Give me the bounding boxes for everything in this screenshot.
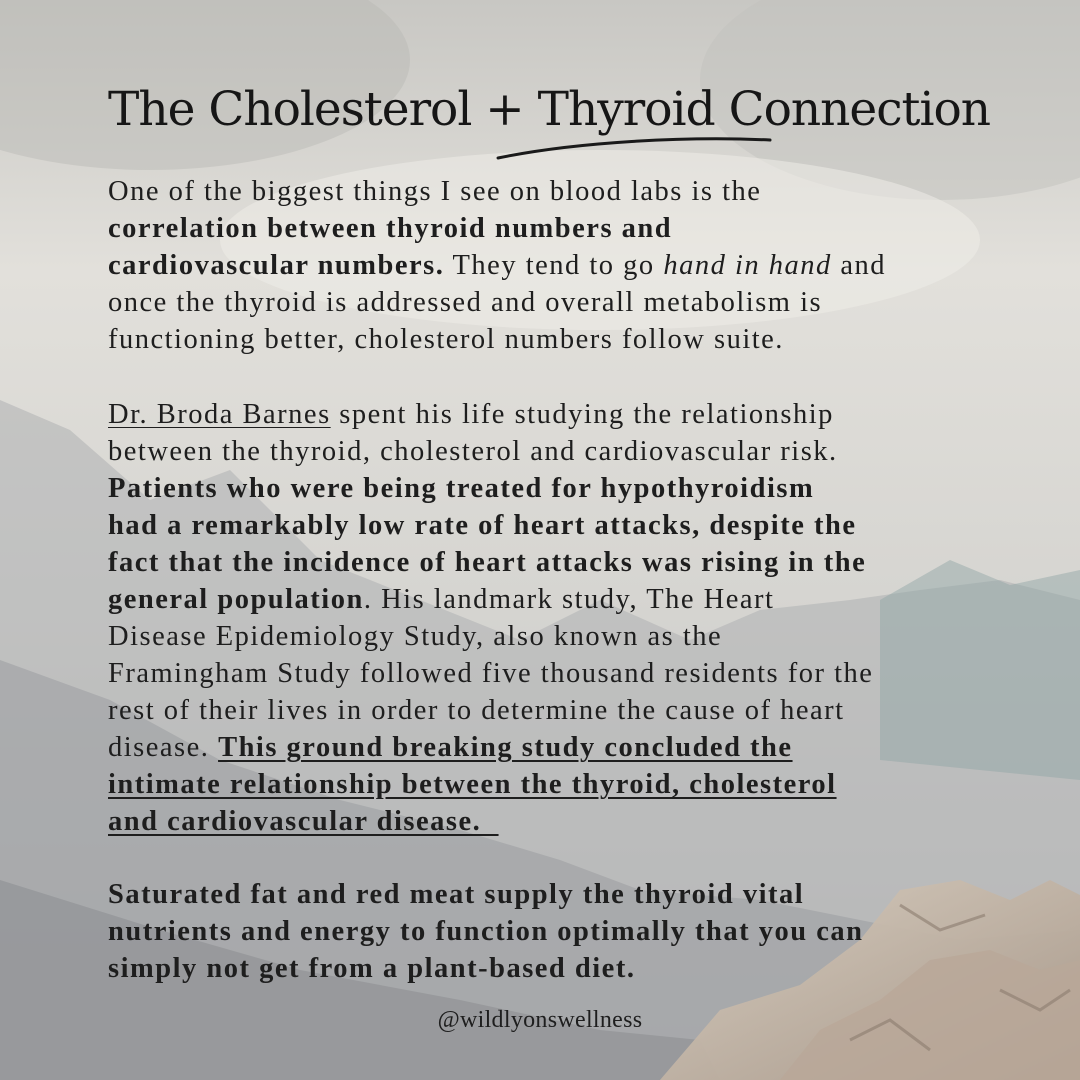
text-run: and bbox=[831, 250, 887, 281]
italic-text: hand in hand bbox=[663, 250, 832, 281]
bold-text: general population bbox=[108, 584, 364, 615]
text-line bbox=[108, 913, 1008, 950]
bold-text: correlation between thyroid numbers and bbox=[108, 213, 673, 244]
text-line: between the thyroid, cholesterol and cardiovascular risk. bbox=[108, 436, 838, 467]
text-line bbox=[108, 396, 1008, 433]
text-line bbox=[108, 729, 1008, 766]
post-title: The Cholesterol + Thyroid Connection bbox=[108, 82, 991, 137]
text-line bbox=[108, 210, 1008, 247]
bold-text: cardiovascular numbers. bbox=[108, 250, 445, 281]
underlined-bold-text: and cardiovascular disease. bbox=[108, 806, 499, 837]
text-line: Disease Epidemiology Study, also known as the bbox=[108, 621, 723, 652]
text-run: disease. bbox=[108, 732, 219, 763]
text-line bbox=[108, 803, 1008, 840]
instagram-handle[interactable]: @wildlyonswellness bbox=[437, 1007, 643, 1033]
saturated-fat-paragraph bbox=[108, 876, 1008, 987]
text-run: spent his life studying the relationship bbox=[330, 399, 834, 430]
bold-text: nutrients and energy to function optimally that you can bbox=[108, 916, 864, 947]
text-line bbox=[108, 507, 1008, 544]
text-line bbox=[108, 544, 1008, 581]
text-run: . His landmark study, The Heart bbox=[363, 584, 775, 615]
text-line: rest of their lives in order to determine the cause of heart bbox=[108, 695, 845, 726]
text-line bbox=[108, 247, 1008, 284]
text-line bbox=[108, 950, 1008, 987]
text-line: One of the biggest things I see on blood labs is the bbox=[108, 176, 762, 207]
bold-text: Saturated fat and red meat supply the thyroid vital bbox=[108, 879, 805, 910]
bold-text: Patients who were being treated for hypothyroidism bbox=[108, 473, 815, 504]
bold-text: simply not get from a plant-based diet. bbox=[108, 953, 636, 984]
text-line: once the thyroid is addressed and overall metabolism is bbox=[108, 287, 823, 318]
bold-text: had a remarkably low rate of heart attacks, despite the bbox=[108, 510, 857, 541]
text-line bbox=[108, 470, 1008, 507]
title-underline-swash bbox=[496, 134, 772, 166]
text-line bbox=[108, 766, 1008, 803]
text-line bbox=[108, 581, 1008, 618]
text-line bbox=[108, 876, 1008, 913]
bold-text: fact that the incidence of heart attacks was rising in the bbox=[108, 547, 867, 578]
text-line: Framingham Study followed five thousand residents for the bbox=[108, 658, 874, 689]
text-line: functioning better, cholesterol numbers follow suite. bbox=[108, 324, 784, 355]
broda-barnes-link[interactable]: Dr. Broda Barnes bbox=[108, 399, 331, 430]
intro-paragraph bbox=[108, 173, 1008, 358]
barnes-paragraph bbox=[108, 396, 1008, 840]
text-run: They tend to go bbox=[444, 250, 664, 281]
underlined-bold-text: intimate relationship between the thyroid, cholesterol bbox=[108, 769, 837, 800]
underlined-bold-text: This ground breaking study concluded the bbox=[218, 732, 793, 763]
